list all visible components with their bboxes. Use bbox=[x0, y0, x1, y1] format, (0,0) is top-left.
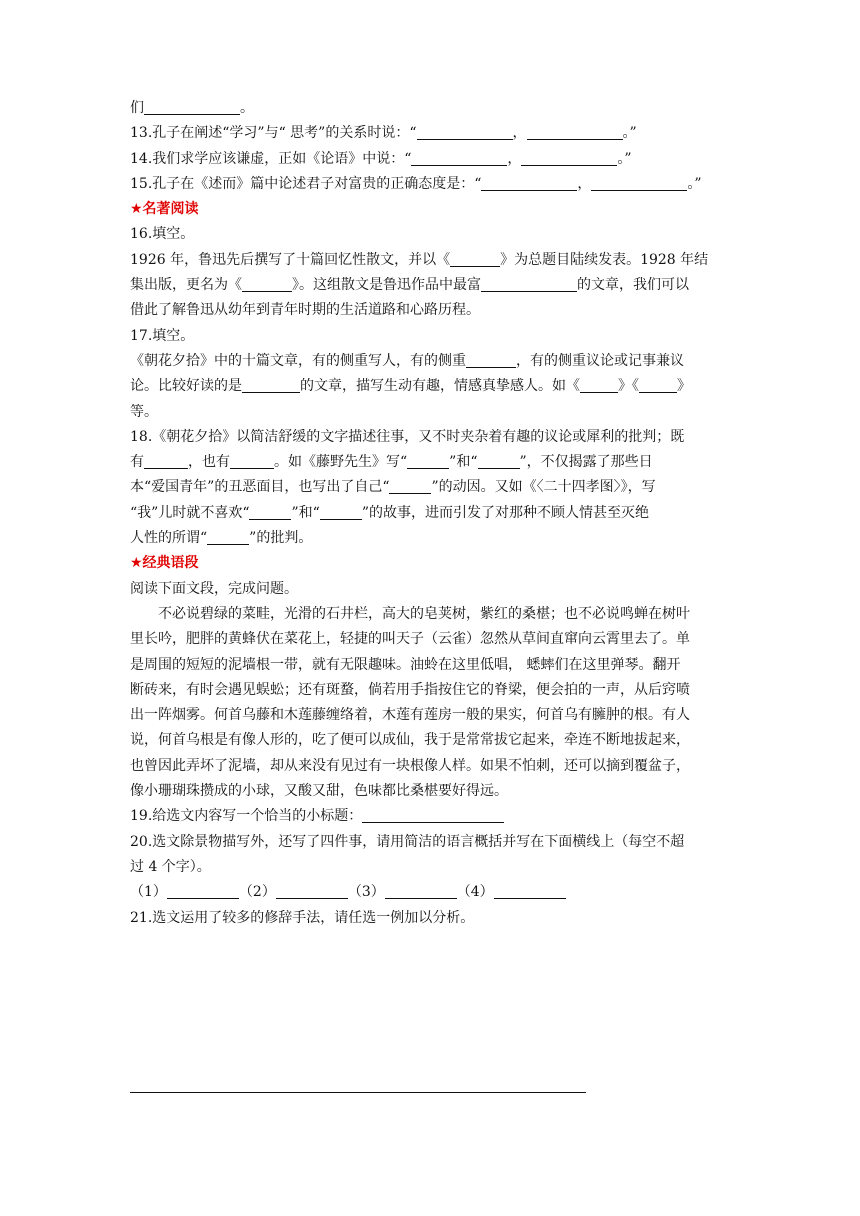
answer-blank[interactable] bbox=[242, 276, 292, 292]
answer-blanks-row bbox=[130, 880, 735, 905]
text: 。” bbox=[622, 125, 637, 142]
text-line bbox=[130, 248, 735, 273]
text: “我”儿时就不喜欢“ bbox=[130, 504, 250, 521]
answer-blank[interactable] bbox=[407, 453, 449, 469]
text: 》 bbox=[677, 378, 691, 395]
text: 有 bbox=[130, 454, 144, 471]
answer-blank[interactable] bbox=[249, 504, 291, 520]
question-18: 18.《朝花夕拾》以简洁舒缓的文字描述往事，又不时夹杂着有趣的议论或犀利的批判；既 bbox=[130, 428, 685, 445]
text: 集出版，更名为《 bbox=[130, 277, 242, 294]
passage-line: 是周围的短短的泥墙根一带，就有无限趣味。油蛉在这里低唱， 蟋蟀们在这里弹琴。翻开 bbox=[130, 656, 681, 673]
text-line bbox=[130, 526, 735, 551]
question-20: 20.选文除景物描写外，还写了四件事，请用简洁的语言概括并写在下面横线上（每空不超 bbox=[130, 833, 685, 850]
text: （4） bbox=[456, 884, 494, 901]
text: ， bbox=[577, 175, 592, 192]
section-heading-classics: ★名著阅读 bbox=[130, 201, 199, 218]
answer-blank[interactable] bbox=[389, 478, 431, 494]
question-21: 21.选文运用了较多的修辞手法，请任选一例加以分析。 bbox=[130, 909, 475, 926]
answer-blank[interactable] bbox=[639, 377, 677, 393]
answer-blank[interactable] bbox=[494, 883, 566, 899]
answer-blank[interactable] bbox=[320, 504, 362, 520]
answer-blank[interactable] bbox=[362, 807, 504, 823]
text: （2） bbox=[238, 884, 276, 901]
passage-line: 也曾因此弄坏了泥墙，却从来没有见过有一块根像人样。如果不怕刺，还可以摘到覆盆子， bbox=[130, 757, 690, 774]
instruction-text: 阅读下面文段，完成问题。 bbox=[130, 580, 298, 597]
text: 的文章，我们可以 bbox=[577, 277, 689, 294]
answer-blank[interactable] bbox=[385, 883, 457, 899]
text-line bbox=[130, 501, 735, 526]
document-page bbox=[130, 96, 735, 931]
text: 15.孔子在《述而》篇中论述君子对富贵的正确态度是：“ bbox=[130, 175, 482, 192]
text: 的文章，描写生动有趣，情感真挚感人。如《 bbox=[300, 378, 580, 395]
text: 19.给选文内容写一个恰当的小标题： bbox=[130, 808, 363, 825]
passage-line: 里长吟，肥胖的黄蜂伏在菜花上，轻捷的叫天子（云雀）忽然从草间直窜向云霄里去了。单 bbox=[130, 631, 690, 648]
answer-blank[interactable] bbox=[144, 99, 240, 115]
text: ”的批判。 bbox=[249, 530, 313, 547]
text: 本“爱国青年”的丑恶面目，也写出了自己“ bbox=[130, 479, 390, 496]
question-13 bbox=[130, 121, 735, 146]
text: 。” bbox=[687, 175, 702, 192]
text: （3） bbox=[347, 884, 385, 901]
answer-blank[interactable] bbox=[450, 251, 500, 267]
text-line bbox=[130, 374, 735, 399]
text-line bbox=[130, 349, 735, 374]
answer-blank[interactable] bbox=[466, 352, 516, 368]
text-line bbox=[130, 450, 735, 475]
text: ”的故事，进而引发了对那种不顾人情甚至灭绝 bbox=[361, 504, 649, 521]
answer-blank[interactable] bbox=[230, 453, 274, 469]
passage-line: 说，何首乌根是有像人形的，吃了便可以成仙，我于是常常拔它起来，牵连不断地拔起来， bbox=[130, 732, 690, 749]
answer-blank[interactable] bbox=[591, 175, 687, 191]
answer-blank[interactable] bbox=[521, 150, 617, 166]
text: 1926 年，鲁迅先后撰写了十篇回忆性散文，并以《 bbox=[130, 251, 451, 268]
question-17-label: 17.填空。 bbox=[130, 327, 195, 344]
text: 《朝花夕拾》中的十篇文章，有的侧重写人，有的侧重 bbox=[130, 352, 466, 369]
text: ，有的侧重议论或记事兼议 bbox=[516, 352, 684, 369]
question-16-label: 16.填空。 bbox=[130, 226, 195, 243]
text: 论。比较好读的是 bbox=[130, 378, 242, 395]
text: ， bbox=[512, 125, 527, 142]
text: 人性的所谓“ bbox=[130, 530, 208, 547]
answer-blank[interactable] bbox=[144, 453, 188, 469]
text: 。如《藤野先生》写“ bbox=[274, 454, 408, 471]
section-heading-passage: ★经典语段 bbox=[130, 555, 199, 572]
text: 。” bbox=[617, 150, 632, 167]
text: 》。这组散文是鲁迅作品中最富 bbox=[292, 277, 481, 294]
answer-blank[interactable] bbox=[411, 150, 507, 166]
text-line: 过 4 个字）。 bbox=[130, 858, 211, 875]
text: ”和“ bbox=[291, 504, 320, 521]
answer-blank[interactable] bbox=[167, 883, 239, 899]
question-19 bbox=[130, 804, 735, 829]
answer-line[interactable] bbox=[130, 1092, 586, 1093]
passage-line: 不必说碧绿的菜畦，光滑的石井栏，高大的皂荚树，紫红的桑椹；也不必说鸣蝉在树叶 bbox=[158, 605, 690, 622]
text: ， bbox=[507, 150, 522, 167]
answer-blank[interactable] bbox=[207, 529, 249, 545]
text-line: 们 。 bbox=[130, 100, 254, 116]
answer-blank[interactable] bbox=[242, 377, 300, 393]
answer-blank[interactable] bbox=[481, 175, 577, 191]
text: ，也有 bbox=[188, 454, 230, 471]
passage-line: 出一阵烟雾。何首乌藤和木莲藤缠络着，木莲有莲房一般的果实，何首乌有臃肿的根。有人 bbox=[130, 707, 690, 724]
text-line: 等。 bbox=[130, 403, 158, 420]
text: ”的动因。又如《〈二十四孝图〉》，写 bbox=[431, 479, 656, 496]
answer-blank[interactable] bbox=[527, 124, 623, 140]
text: （1） bbox=[130, 884, 167, 901]
question-14 bbox=[130, 147, 735, 172]
text-line bbox=[130, 475, 735, 500]
text: ”和“ bbox=[449, 454, 478, 471]
answer-blank[interactable] bbox=[478, 453, 520, 469]
text: 13.孔子在阐述“学习”与“ 思考”的关系时说：“ bbox=[130, 125, 417, 142]
passage-line: 断砖来，有时会遇见蜈蚣；还有斑蝥，倘若用手指按住它的脊梁，便会拍的一声，从后窍喷 bbox=[130, 681, 690, 698]
passage-line: 像小珊瑚珠攒成的小球，又酸又甜，色味都比桑椹要好得远。 bbox=[130, 783, 508, 800]
text-line bbox=[130, 273, 735, 298]
text: ”，不仅揭露了那些日 bbox=[519, 454, 653, 471]
text: 》为总题目陆续发表。1928 年结 bbox=[500, 251, 709, 268]
answer-blank[interactable] bbox=[580, 377, 618, 393]
text: 14.我们求学应该谦虚，正如《论语》中说：“ bbox=[130, 150, 412, 167]
text: 》《 bbox=[618, 378, 639, 395]
answer-blank[interactable] bbox=[417, 124, 513, 140]
answer-blank[interactable] bbox=[481, 276, 577, 292]
text: 们 bbox=[130, 100, 144, 116]
answer-blank[interactable] bbox=[276, 883, 348, 899]
text-line: 借此了解鲁迅从幼年到青年时期的生活道路和心路历程。 bbox=[130, 302, 480, 319]
question-15 bbox=[130, 172, 735, 197]
